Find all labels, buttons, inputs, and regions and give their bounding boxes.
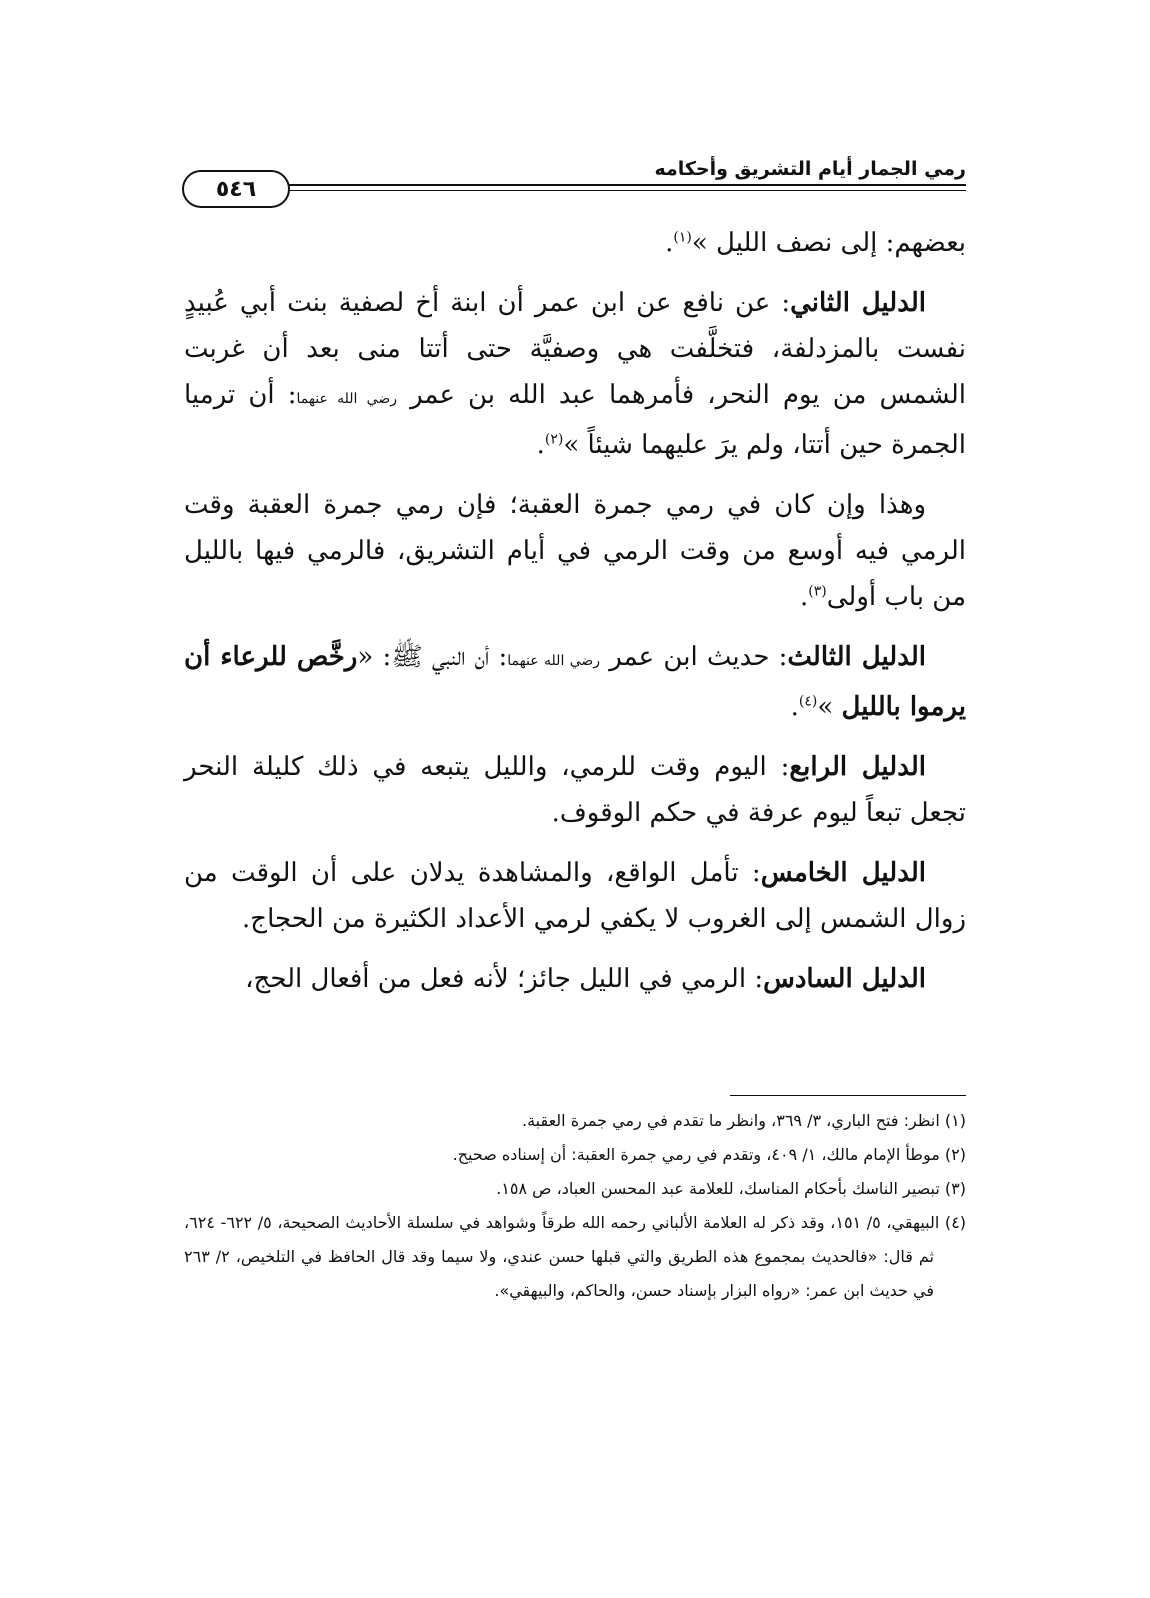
page-header (184, 150, 966, 210)
running-title: رمي الجمار أيام التشريق وأحكامه (654, 158, 966, 180)
paragraph-end: . (800, 582, 809, 612)
footnotes (184, 1104, 966, 1308)
paragraph-text: : حديث ابن عمر (600, 642, 788, 672)
footnote-3: (٣) تبصير الناسك بأحكام المناسك، للعلامة عبد المحسن العباد، ص ١٥٨. (496, 1179, 966, 1198)
page-number-badge: ٥٤٦ (182, 170, 290, 208)
evidence-heading: الدليل الثالث (787, 642, 927, 672)
honorific: رضي الله عنهما (296, 391, 397, 407)
paragraph-text: وهذا وإن كان في رمي جمرة العقبة؛ فإن رمي جمرة العقبة وقت الرمي فيه أوسع من وقت الرمي في أيام التشريق، فالرمي فيها بالليل من باب أولى (184, 490, 966, 612)
paragraph-text: » (817, 692, 842, 722)
paragraph-text: : عن نافع عن ابن عمر أن ابنة أخ لصفية بنت أبي عُبيدٍ نفست بالمزدلفة، فتخلَّفت هي وصفيَّة حتى أتتا منى بعد أن غربت الشمس من يوم النحر، فأمرهما عبد الله بن عمر (184, 288, 966, 410)
footnote-ref: (٢) (544, 431, 564, 448)
paragraph-0 (184, 220, 966, 266)
evidence-heading: الدليل الثاني (790, 288, 927, 318)
footnote-ref: (٤) (798, 693, 818, 710)
paragraph-evidence-6 (184, 956, 966, 1002)
paragraph-end: . (665, 228, 674, 258)
footnote-separator (730, 1095, 966, 1096)
header-rule-thin (196, 190, 966, 191)
paragraph-text: : أن ترميا الجمرة حين أتتا، ولم يرَ عليهما شيئاً » (184, 380, 966, 460)
paragraph-evidence-2 (184, 280, 966, 468)
paragraph-end: . (790, 692, 799, 722)
hadith-quote: رخَّص للرعاء أن يرموا بالليل (184, 642, 966, 722)
paragraph-evidence-5 (184, 850, 966, 942)
paragraph-end: . (536, 430, 545, 460)
paragraph-text: : أن النبي ﷺ: « (357, 642, 508, 672)
footnote-ref: (٣) (808, 583, 827, 600)
evidence-heading: الدليل الخامس (760, 858, 926, 888)
header-rule (196, 184, 966, 186)
footnote-1: (١) انظر: فتح الباري، ٣/ ٣٦٩، وانظر ما تقدم في رمي جمرة العقبة. (521, 1111, 966, 1130)
footnote-ref: (١) (673, 229, 692, 246)
paragraph-note (184, 482, 966, 620)
paragraph-text: : الرمي في الليل جائز؛ لأنه فعل من أفعال الحج، (245, 964, 764, 994)
evidence-heading: الدليل السادس (763, 964, 926, 994)
paragraph-text: بعضهم: إلى نصف الليل » (691, 228, 966, 258)
paragraph-evidence-4 (184, 744, 966, 836)
evidence-heading: الدليل الرابع (789, 752, 926, 782)
paragraph-text: : اليوم وقت للرمي، والليل يتبعه في ذلك كليلة النحر تجعل تبعاً ليوم عرفة في حكم الوقوف. (184, 752, 966, 828)
footnote-4: (٤) البيهقي، ٥/ ١٥١، وقد ذكر له العلامة الألباني رحمه الله طرقاً وشواهد في سلسلة الأحاديث الصحيحة، ٥/ ٦٢٢- ٦٢٤، ثم قال: «فالحديث بمجموع هذه الطريق والتي قبلها حسن عندي، ولا سيما وقد قال الحافظ في التلخيص، ٢/ ٢٦٣ في حديث ابن عمر: «رواه البزار بإسناد حسن، والحاكم، والبيهقي». (184, 1213, 967, 1300)
paragraph-evidence-3 (184, 634, 966, 730)
main-text (184, 220, 966, 1016)
honorific: رضي الله عنهما (507, 653, 601, 669)
footnote-2: (٢) موطأ الإمام مالك، ١/ ٤٠٩، وتقدم في رمي جمرة العقبة: أن إسناده صحيح. (452, 1145, 966, 1164)
paragraph-text: : تأمل الواقع، والمشاهدة يدلان على أن الوقت من زوال الشمس إلى الغروب لا يكفي لرمي الأعداد الكثيرة من الحجاج. (184, 858, 966, 934)
